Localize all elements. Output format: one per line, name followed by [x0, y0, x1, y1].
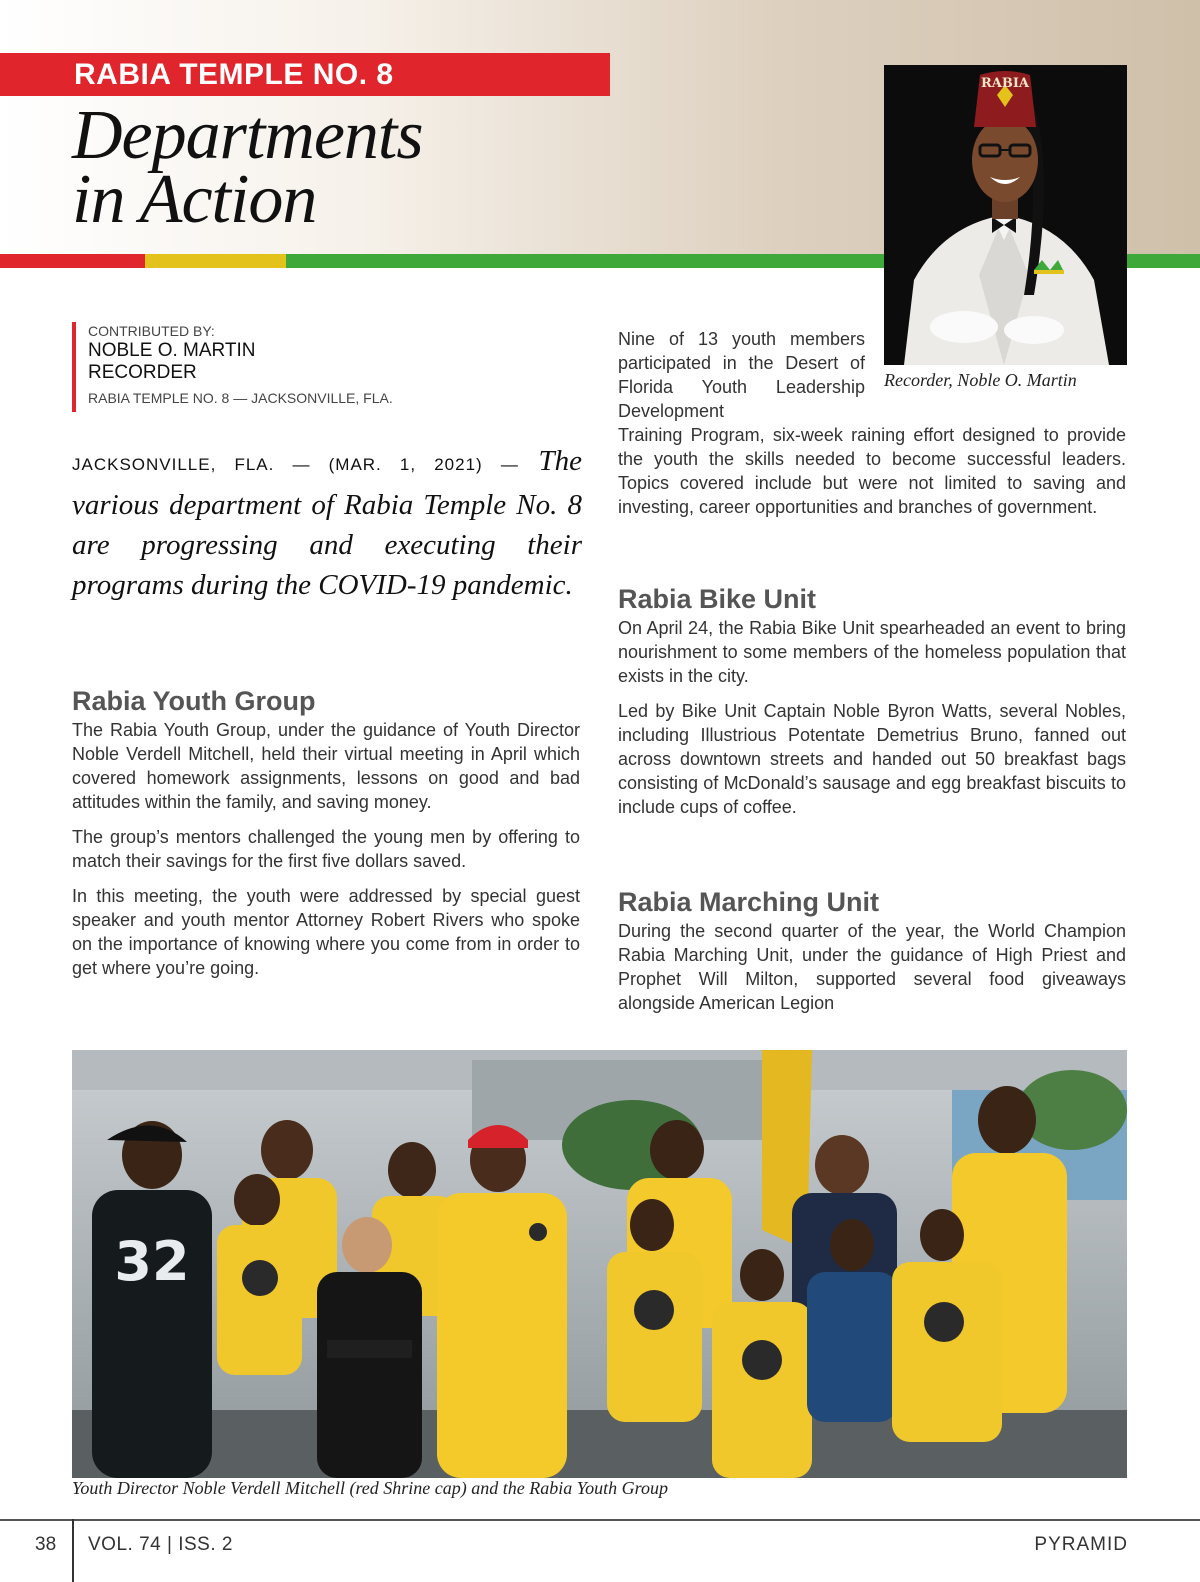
headline-line-2: in Action	[72, 161, 317, 238]
youth-group-photo	[72, 1050, 1127, 1478]
contributor-name: NOBLE O. MARTIN	[88, 340, 256, 361]
dateline: JACKSONVILLE, FLA. — (MAR. 1, 2021) —	[72, 455, 519, 474]
group-photo-illustration	[72, 1050, 1127, 1478]
volume-issue: VOL. 74 | ISS. 2	[88, 1534, 233, 1555]
continuation-wide: Training Program, six-week raining effort designed to provide the youth the skills needed to become successful leaders. Topics covered include but were not limited to saving and investing, career opportunities and branches of government.	[618, 425, 1126, 517]
youth-group-paragraph: The group’s mentors challenged the young men by offering to match their savings for the first five dollars saved.	[72, 827, 580, 871]
page-number: 38	[35, 1534, 57, 1555]
fez-lettering: RABIA	[980, 76, 1030, 91]
footer-divider	[72, 1519, 74, 1582]
lead-paragraph	[72, 441, 582, 605]
marching-unit-heading: Rabia Marching Unit	[618, 887, 880, 917]
contributor-title: RECORDER	[88, 362, 197, 383]
youth-group-section	[72, 684, 580, 980]
magazine-name: PYRAMID	[1034, 1534, 1128, 1555]
stripe-yellow	[145, 254, 286, 268]
bike-unit-heading: Rabia Bike Unit	[618, 584, 817, 614]
marching-unit-section	[618, 885, 1126, 1015]
contributor-block	[72, 322, 393, 412]
bike-unit-section	[618, 582, 1126, 819]
headline-line-1: Departments	[72, 97, 423, 174]
youth-group-heading: Rabia Youth Group	[72, 686, 316, 716]
bike-unit-paragraph: Led by Bike Unit Captain Noble Byron Watts, several Nobles, including Illustrious Potentate Demetrius Bruno, fanned out across downtown streets and handed out 50 breakfast bags consisting of McDonald’s sausage and egg breakfast biscuits to include cups of coffee.	[618, 701, 1126, 817]
photo-caption: Youth Director Noble Verdell Mitchell (red Shrine cap) and the Rabia Youth Group	[72, 1478, 668, 1498]
portrait-illustration	[884, 65, 1127, 365]
recorder-portrait	[884, 65, 1127, 365]
contributor-org: RABIA TEMPLE NO. 8 — JACKSONVILLE, FLA.	[88, 390, 393, 406]
youth-group-paragraph: The Rabia Youth Group, under the guidance of Youth Director Noble Verdell Mitchell, held their virtual meeting in April which covered homework assignments, lessons on good and bad attitudes within the family, and saving money.	[72, 720, 580, 812]
lead-text: The various department of Rabia Temple No. 8 are progressing and executing their programs during the COVID-19 pandemic.	[72, 445, 583, 601]
bike-unit-paragraph: On April 24, the Rabia Bike Unit spearheaded an event to bring nourishment to some members of the homeless population that exists in the city.	[618, 618, 1126, 686]
footer-rule	[0, 1519, 1200, 1521]
contributor-label: CONTRIBUTED BY:	[88, 323, 215, 339]
portrait-caption: Recorder, Noble O. Martin	[884, 370, 1077, 390]
temple-name: RABIA TEMPLE NO. 8	[74, 58, 394, 91]
youth-group-paragraph: In this meeting, the youth were addressed by special guest speaker and youth mentor Attorney Robert Rivers who spoke on the importance of knowing where you come from in order to get where you’re going.	[72, 886, 580, 978]
jersey-number: 32	[114, 1230, 190, 1293]
marching-unit-paragraph: During the second quarter of the year, the World Champion Rabia Marching Unit, under the guidance of High Priest and Prophet Will Milton, supported several food giveaways alongside American Legion	[618, 921, 1126, 1013]
stripe-red	[0, 254, 145, 268]
page-title	[72, 97, 572, 238]
continuation-narrow: Nine of 13 youth members participated in the Desert of Florida Youth Leadership Development	[618, 329, 865, 421]
